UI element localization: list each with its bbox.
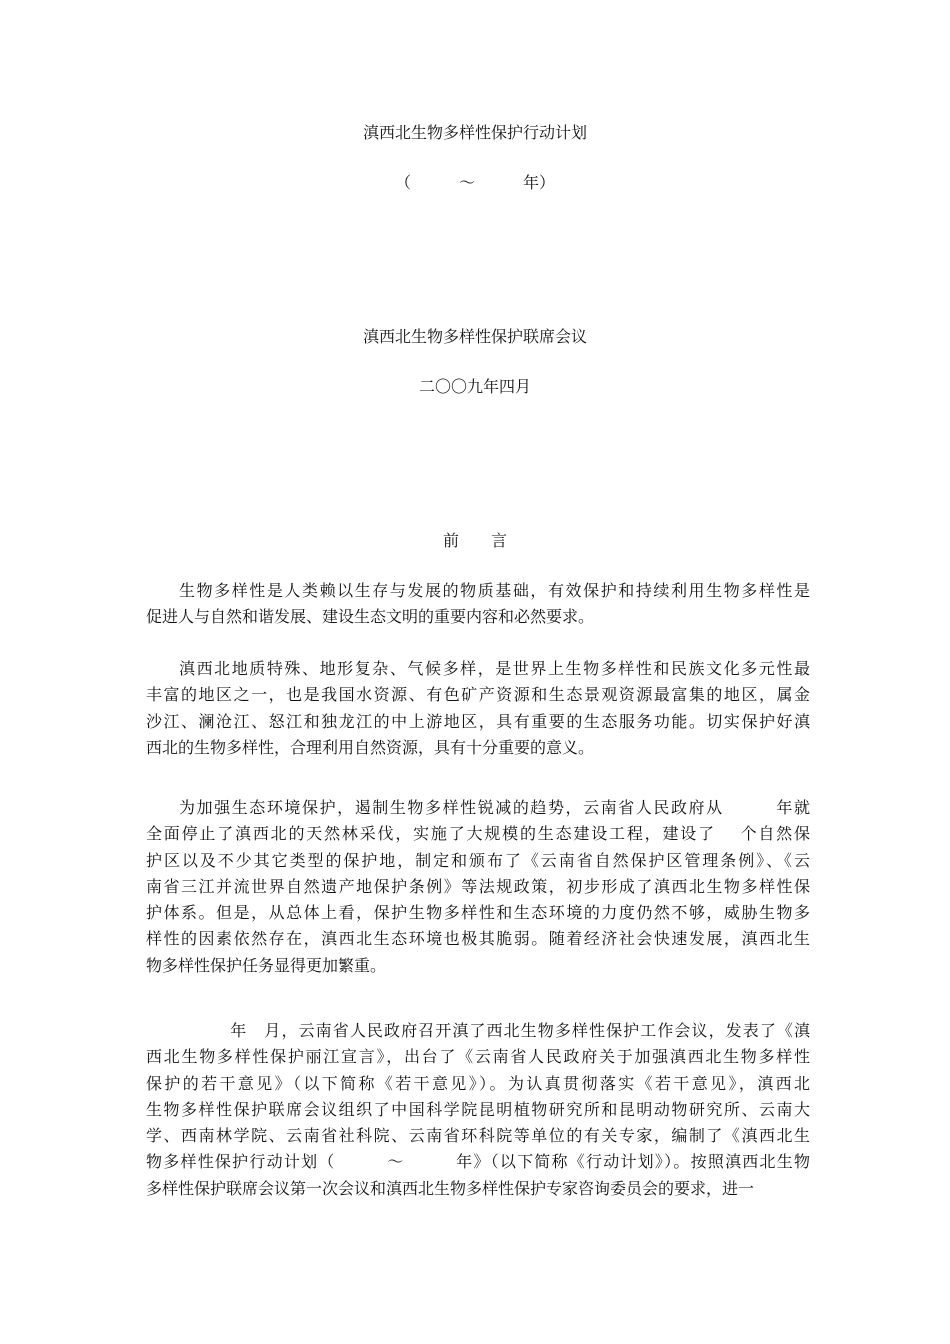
paragraph-line: 物多样性保护行动计划（ ～ 年》（以下简称《行动计划》）。按照滇西北生物 bbox=[146, 1152, 810, 1172]
paragraph-line: 多样性保护联席会议第一次会议和滇西北生物多样性保护专家咨询委员会的要求，进一 bbox=[146, 1178, 755, 1198]
paragraph-line: 生物多样性是人类赖以生存与发展的物质基础，有效保护和持续利用生物多样性是 bbox=[179, 581, 810, 600]
paragraph-line: 保护的若干意见》（以下简称《若干意见》）。为认真贯彻落实《若干意见》，滇西北 bbox=[146, 1073, 810, 1093]
issuing-body: 滇西北生物多样性保护联席会议 bbox=[362, 327, 587, 346]
preface-paragraph-3 bbox=[146, 795, 810, 979]
paragraph-line: 全面停止了滇西北的天然林采伐，实施了大规模的生态建设工程，建设了 个自然保 bbox=[146, 824, 810, 844]
paragraph-line: 滇西北地质特殊、地形复杂、气候多样，是世界上生物多样性和民族文化多元性最 bbox=[179, 659, 810, 678]
plan-period: （ ～ 年） bbox=[394, 173, 555, 192]
paragraph-line: 学、西南林学院、云南省社科院、云南省环科院等单位的有关专家，编制了《滇西北生 bbox=[146, 1126, 810, 1146]
preface-paragraph-4 bbox=[146, 1018, 810, 1202]
paragraph-line: 为加强生态环境保护，遏制生物多样性锐减的趋势，云南省人民政府从 年就 bbox=[179, 798, 810, 817]
paragraph-line: 样性的因素依然存在，滇西北生态环境也极其脆弱。随着经济社会快速发展，滇西北生 bbox=[146, 929, 810, 949]
issue-date: 二〇〇九年四月 bbox=[418, 377, 531, 396]
paragraph-line: 物多样性保护任务显得更加繁重。 bbox=[146, 955, 387, 975]
preface-paragraph-1 bbox=[146, 578, 810, 631]
document-title: 滇西北生物多样性保护行动计划 bbox=[362, 123, 587, 142]
paragraph-line: 促进人与自然和谐发展、建设生态文明的重要内容和必然要求。 bbox=[146, 607, 595, 627]
paragraph-line: 西北的生物多样性，合理利用自然资源，具有十分重要的意义。 bbox=[146, 737, 595, 757]
paragraph-line: 西北生物多样性保护丽江宣言》，出台了《云南省人民政府关于加强滇西北生物多样性 bbox=[146, 1047, 810, 1067]
paragraph-line: 年 月，云南省人民政府召开滇了西北生物多样性保护工作会议，发表了《滇 bbox=[179, 1021, 810, 1040]
paragraph-line: 护区以及不少其它类型的保护地，制定和颁布了《云南省自然保护区管理条例》、《云 bbox=[146, 850, 810, 870]
preface-paragraph-2 bbox=[146, 656, 810, 761]
preface-heading: 前 言 bbox=[442, 531, 507, 550]
paragraph-line: 丰富的地区之一，也是我国水资源、有色矿产资源和生态景观资源最富集的地区，属金 bbox=[146, 685, 810, 705]
paragraph-line: 护体系。但是，从总体上看，保护生物多样性和生态环境的力度仍然不够，威胁生物多 bbox=[146, 903, 810, 923]
paragraph-line: 生物多样性保护联席会议组织了中国科学院昆明植物研究所和昆明动物研究所、云南大 bbox=[146, 1099, 810, 1119]
paragraph-line: 南省三江并流世界自然遗产地保护条例》等法规政策，初步形成了滇西北生物多样性保 bbox=[146, 876, 810, 896]
paragraph-line: 沙江、澜沧江、怒江和独龙江的中上游地区，具有重要的生态服务功能。切实保护好滇 bbox=[146, 711, 810, 731]
